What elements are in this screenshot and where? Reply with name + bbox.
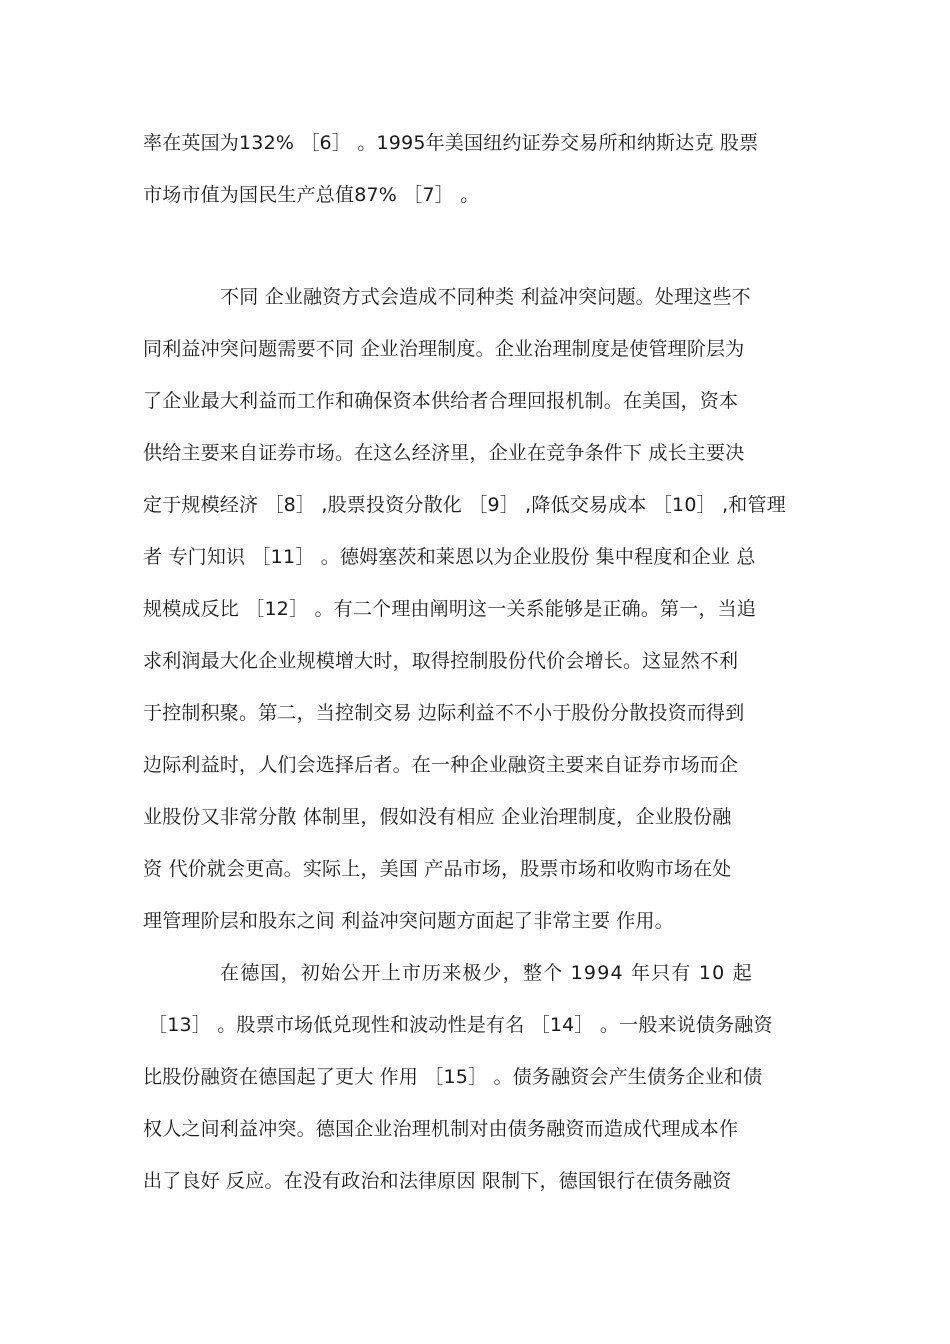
text-line: 率在英国为132% ［6］ 。1995年美国纽约证券交易所和纳斯达克 股票 [143, 132, 759, 154]
text-line: 出了良好 反应。在没有政治和法律原因 限制下，德国银行在债务融资 [143, 1170, 732, 1192]
text-line: 权人之间利益冲突。德国企业治理机制对由债务融资而造成代理成本作 [143, 1118, 739, 1140]
paragraph-start-line: 不同 企业融资方式会造成不同种类 利益冲突问题。处理这些不 [220, 286, 751, 308]
text-line: 市场市值为国民生产总值87% ［7］ 。 [143, 184, 480, 206]
text-line: 规模成反比 ［12］ 。有二个理由阐明这一关系能够是正确。第一，当追 [143, 598, 757, 620]
text-line: 同利益冲突问题需要不同 企业治理制度。企业治理制度是使管理阶层为 [143, 338, 745, 360]
text-line: 比股份融资在德国起了更大 作用 ［15］ 。债务融资会产生债务企业和债 [143, 1066, 763, 1088]
text-line: 资 代价就会更高。实际上，美国 产品市场，股票市场和收购市场在处 [143, 858, 732, 880]
text-line: 供给主要来自证券市场。在这么经济里，企业在竞争条件下 成长主要决 [143, 442, 745, 464]
text-line: 求利润最大化企业规模增大时，取得控制股份代价会增长。这显然不利 [143, 650, 739, 672]
text-line: 了企业最大利益而工作和确保资本供给者合理回报机制。在美国，资本 [143, 390, 739, 412]
text-line: 者 专门知识 ［11］ 。德姆塞茨和莱恩以为企业股份 集中程度和企业 总 [143, 546, 756, 568]
text-line: ［13］ 。股票市场低兑现性和波动性是有名 ［14］ 。一般来说债务融资 [148, 1014, 773, 1036]
text-line: 定于规模经济 ［8］ ,股票投资分散化 ［9］ ,降低交易成本 ［10］ ,和管理 [143, 494, 786, 516]
text-line: 理管理阶层和股东之间 利益冲突问题方面起了非常主要 作用。 [143, 910, 674, 932]
text-line: 业股份又非常分散 体制里，假如没有相应 企业治理制度，企业股份融 [143, 806, 732, 828]
text-line: 于控制积聚。第二，当控制交易 边际利益不不小于股份分散投资而得到 [143, 702, 745, 724]
paragraph-start-line: 在德国，初始公开上市历来极少，整个 1994 年只有 10 起 [220, 962, 753, 984]
text-line: 边际利益时，人们会选择后者。在一种企业融资主要来自证券市场而企 [143, 754, 739, 776]
